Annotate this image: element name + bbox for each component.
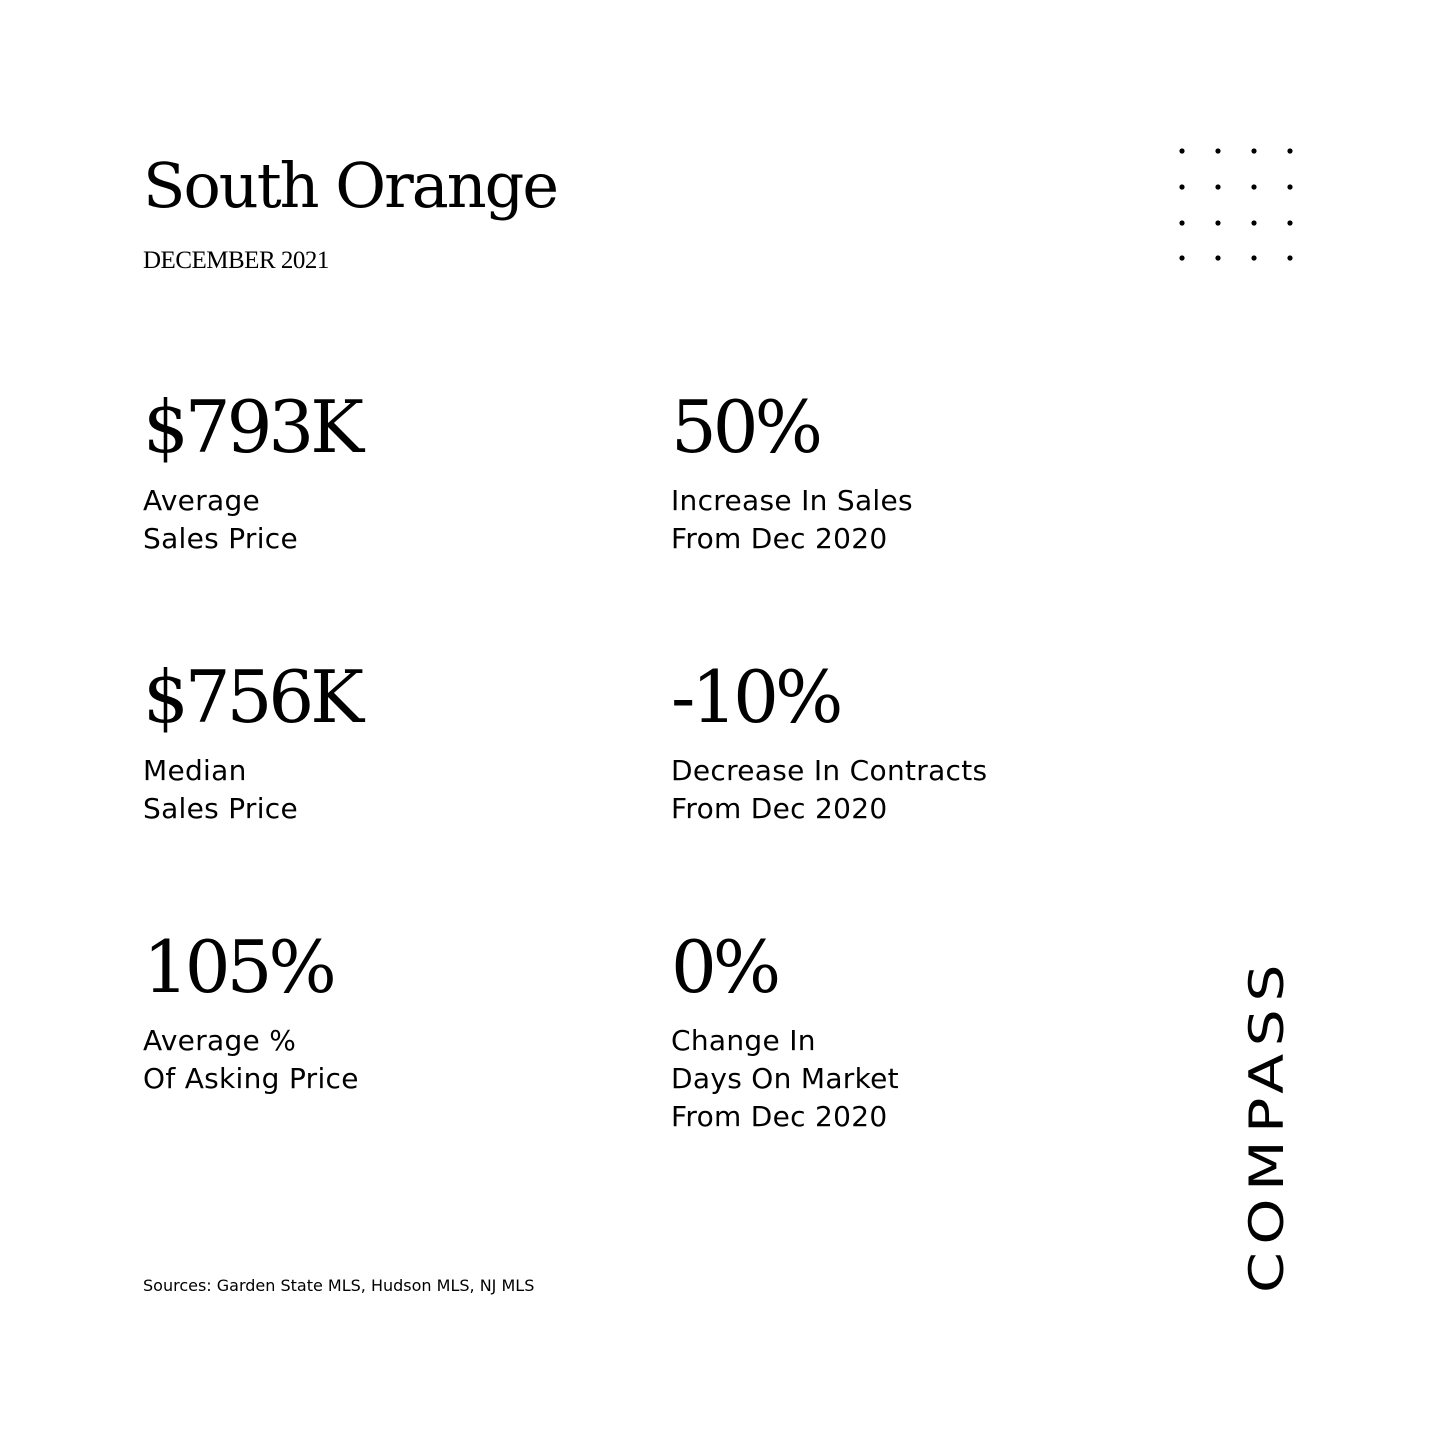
stat-increase-in-sales bbox=[671, 382, 1111, 558]
stat-label-line: From Dec 2020 bbox=[671, 1100, 888, 1133]
stat-value: -10% bbox=[671, 655, 840, 739]
stat-label-line: Of Asking Price bbox=[143, 1062, 359, 1095]
stat-label-line: Sales Price bbox=[143, 522, 299, 555]
stat-label-line: Decrease In Contracts bbox=[671, 754, 988, 787]
stat-label-line: Change In bbox=[671, 1024, 816, 1057]
stat-label-line: Days On Market bbox=[671, 1062, 899, 1095]
stat-value: 105% bbox=[143, 925, 333, 1009]
compass-logo-text: COMPASS bbox=[1240, 1023, 1295, 1293]
stat-label bbox=[671, 482, 1111, 558]
stat-label-line: Average % bbox=[143, 1024, 297, 1057]
stat-value: 0% bbox=[671, 925, 778, 1009]
stat-label bbox=[671, 752, 1111, 828]
stat-label bbox=[143, 482, 583, 558]
stat-label-line: From Dec 2020 bbox=[671, 792, 888, 825]
stat-label bbox=[143, 752, 583, 828]
stat-value: $756K bbox=[143, 655, 361, 739]
report-date: DECEMBER 2021 bbox=[143, 247, 329, 274]
stat-value: $793K bbox=[143, 385, 361, 469]
stat-label-line: Average bbox=[143, 484, 261, 517]
stat-average-sales-price bbox=[143, 382, 583, 558]
stat-label-line: From Dec 2020 bbox=[671, 522, 888, 555]
stat-decrease-in-contracts bbox=[671, 652, 1111, 828]
stat-label-line: Increase In Sales bbox=[671, 484, 913, 517]
stat-value: 50% bbox=[671, 385, 820, 469]
sources-note: Sources: Garden State MLS, Hudson MLS, NJ MLS bbox=[143, 1276, 535, 1295]
compass-logo bbox=[1239, 955, 1295, 1295]
stat-label-line: Sales Price bbox=[143, 792, 299, 825]
stat-change-in-days-on-market bbox=[671, 922, 1111, 1136]
stat-average-of-asking-price bbox=[143, 922, 583, 1098]
stat-label-line: Median bbox=[143, 754, 247, 787]
stat-label bbox=[671, 1022, 1111, 1136]
dot-grid-icon bbox=[1176, 144, 1302, 270]
page-title: South Orange bbox=[143, 149, 558, 222]
stat-label bbox=[143, 1022, 583, 1098]
stat-median-sales-price bbox=[143, 652, 583, 828]
